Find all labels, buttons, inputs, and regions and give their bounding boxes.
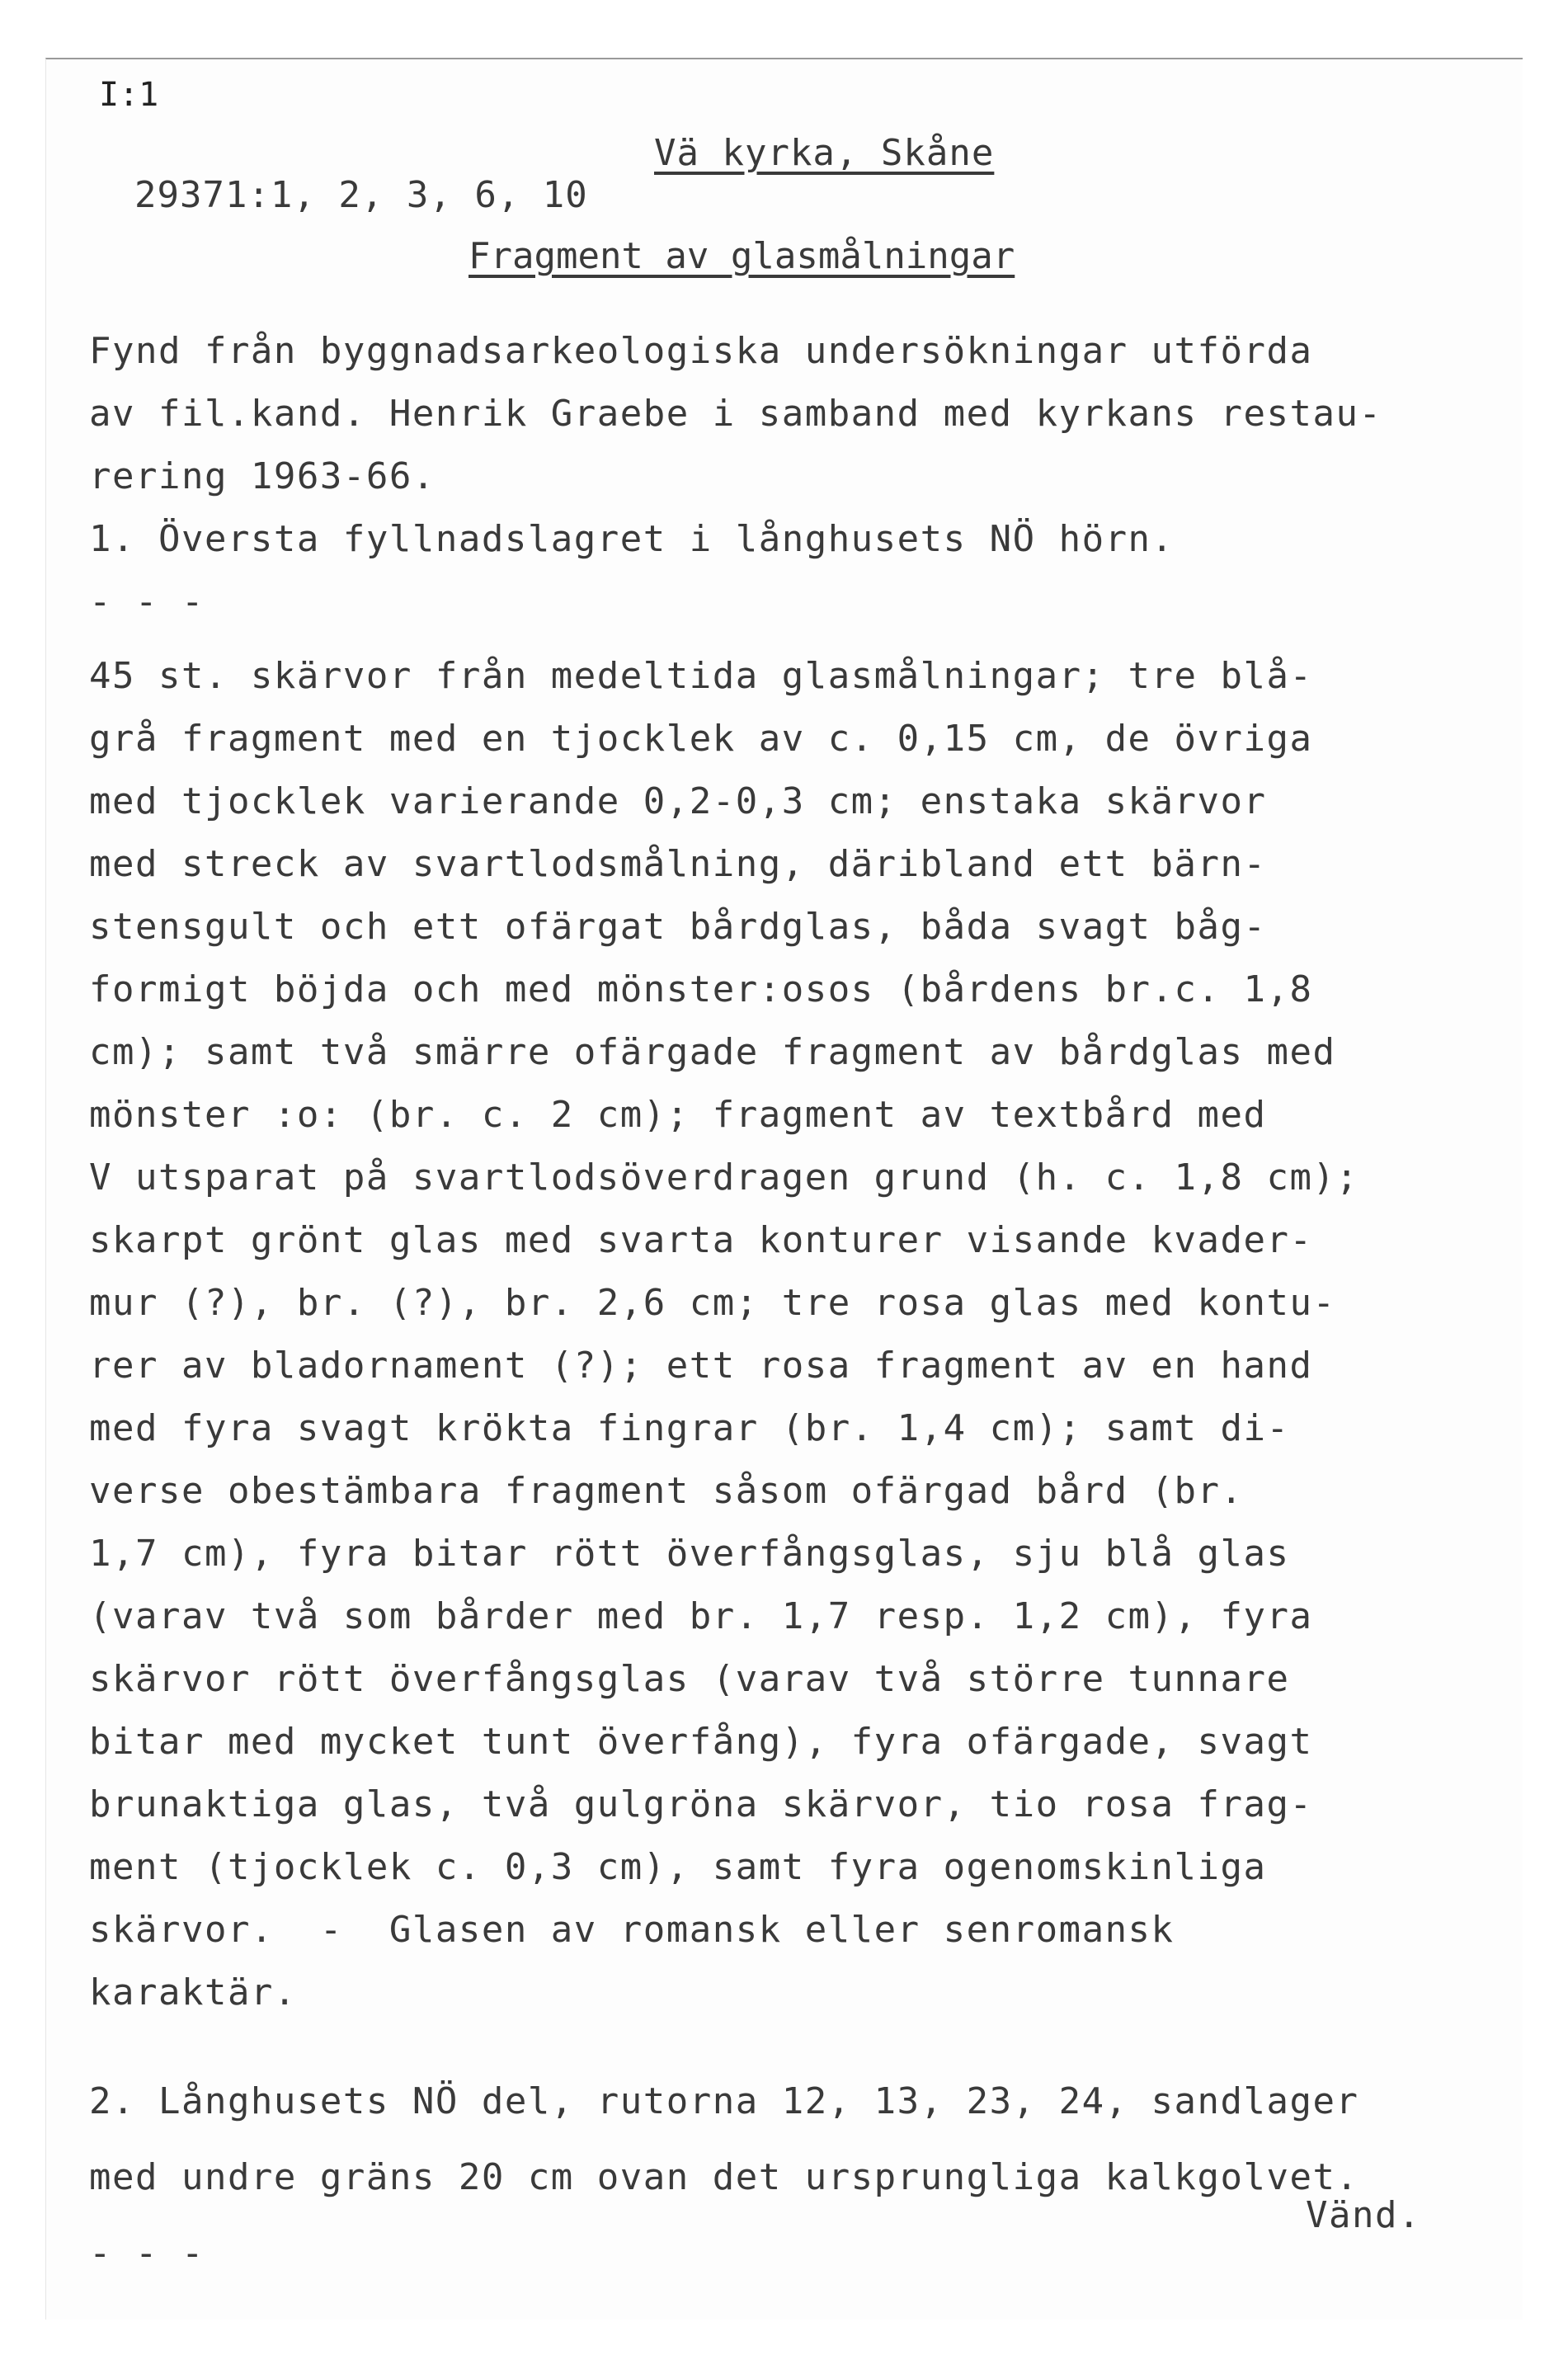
- separator-dashes: - - -: [89, 2232, 205, 2274]
- description-line: 45 st. skärvor från medeltida glasmålningar; tre blå-: [89, 655, 1313, 697]
- intro-line: 1. Översta fyllnadslagret i långhusets NÖ hörn.: [89, 518, 1175, 560]
- description-line: (varav två som bårder med br. 1,7 resp. 1,2 cm), fyra: [89, 1595, 1313, 1637]
- description-line: mönster :o: (br. c. 2 cm); fragment av textbård med: [89, 1094, 1267, 1136]
- find-location: Vä kyrka, Skåne: [654, 132, 995, 174]
- intro-line: av fil.kand. Henrik Graebe i samband med kyrkans restau-: [89, 393, 1382, 435]
- card-body: [89, 320, 1382, 2291]
- catalog-number: 29371:1, 2, 3, 6, 10: [134, 174, 588, 216]
- description-line: med streck av svartlodsmålning, däribland ett bärn-: [89, 843, 1267, 885]
- description-line: med tjocklek varierande 0,2-0,3 cm; enstaka skärvor: [89, 780, 1267, 822]
- description-line: verse obestämbara fragment såsom ofärgad bård (br.: [89, 1470, 1244, 1512]
- separator-dashes: - - -: [89, 581, 205, 623]
- description-line: 1,7 cm), fyra bitar rött överfångsglas, sju blå glas: [89, 1533, 1290, 1575]
- description-line: formigt böjda och med mönster:osos (bårdens br.c. 1,8: [89, 968, 1313, 1010]
- description-line: mur (?), br. (?), br. 2,6 cm; tre rosa glas med kontu-: [89, 1282, 1336, 1324]
- intro-block: [89, 320, 1382, 633]
- intro-line: rering 1963-66.: [89, 455, 436, 497]
- description-line: ment (tjocklek c. 0,3 cm), samt fyra ogenomskinliga: [89, 1846, 1267, 1888]
- card-title: Fragment av glasmålningar: [469, 235, 1015, 277]
- turn-over-note: Vänd.: [1306, 2194, 1421, 2236]
- description-line: bitar med mycket tunt överfång), fyra ofärgade, svagt: [89, 1721, 1313, 1763]
- description-line: rer av bladornament (?); ett rosa fragment av en hand: [89, 1345, 1313, 1387]
- description-line: grå fragment med en tjocklek av c. 0,15 cm, de övriga: [89, 718, 1313, 760]
- description-block: [89, 645, 1382, 2024]
- description-line: stensgult och ett ofärgat bårdglas, båda svagt båg-: [89, 906, 1267, 948]
- description-line: V utsparat på svartlodsöverdragen grund (h. c. 1,8 cm);: [89, 1156, 1359, 1199]
- description-line: skarpt grönt glas med svarta konturer visande kvader-: [89, 1219, 1313, 1261]
- section-2-line: med undre gräns 20 cm ovan det ursprungliga kalkgolvet.: [89, 2156, 1359, 2198]
- description-line: skärvor. - Glasen av romansk eller senromansk: [89, 1909, 1175, 1951]
- description-line: med fyra svagt krökta fingrar (br. 1,4 cm); samt di-: [89, 1407, 1290, 1449]
- description-line: brunaktiga glas, två gulgröna skärvor, tio rosa frag-: [89, 1783, 1313, 1825]
- section-2-block: [89, 2064, 1382, 2291]
- description-line: skärvor rött överfångsglas (varav två större tunnare: [89, 1658, 1290, 1700]
- section-2-line: 2. Långhusets NÖ del, rutorna 12, 13, 23, 24, sandlager: [89, 2080, 1359, 2122]
- description-line: karaktär.: [89, 1971, 297, 2014]
- intro-line: Fynd från byggnadsarkeologiska undersökningar utförda: [89, 330, 1313, 372]
- card-mark: I:1: [99, 76, 159, 114]
- description-line: cm); samt två smärre ofärgade fragment av bårdglas med: [89, 1031, 1336, 1073]
